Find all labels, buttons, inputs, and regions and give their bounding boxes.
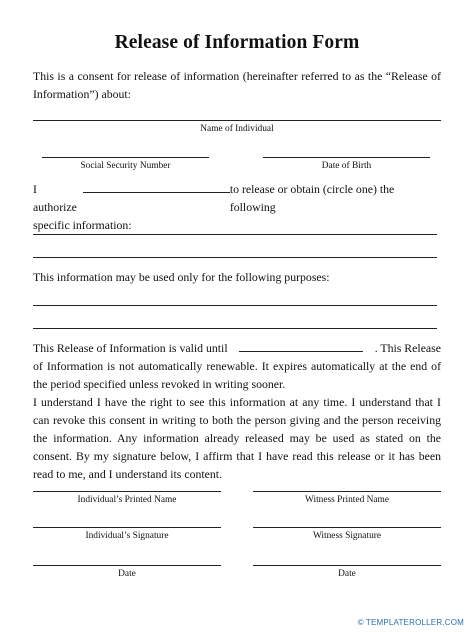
specific-info-line-2[interactable]: [33, 257, 437, 258]
intro-paragraph: This is a consent for release of information (hereinafter referred to as the “Release of Information”) about:: [33, 69, 441, 101]
ssn-caption: Social Security Number: [80, 161, 171, 171]
dob-field-line[interactable]: [263, 157, 430, 158]
witness-printed-name-caption: Witness Printed Name: [305, 495, 389, 505]
witness-date-caption: Date: [338, 569, 356, 579]
authorize-line-2: specific information:: [33, 218, 132, 232]
footer-watermark: [358, 618, 464, 627]
individual-printed-name-line[interactable]: [33, 491, 221, 492]
witness-signature-line[interactable]: [253, 527, 441, 528]
purposes-line-1[interactable]: [33, 305, 437, 306]
individual-printed-name-caption: Individual’s Printed Name: [77, 495, 177, 505]
page-title: Release of Information Form: [114, 32, 360, 53]
validity-label-end: . This Release: [374, 341, 441, 355]
authorize-paragraph: [33, 180, 441, 234]
valid-until-blank[interactable]: [239, 341, 363, 352]
dob-caption: Date of Birth: [321, 161, 372, 171]
acknowledgement-paragraph: I understand I have the right to see this information at any time. I understand that I can revoke this consent in writing to both the person giving and the person receiving the information. Any information already released may be used as stated on the consent. By my signature below, I affirm that I have read this release or it has been read to me, and I understand its content.: [33, 395, 441, 481]
name-field-line[interactable]: [33, 120, 441, 121]
name-caption: Name of Individual: [200, 124, 274, 134]
footer-text: TEMPLATEROLLER.COM: [365, 618, 464, 627]
specific-info-line-1[interactable]: [33, 234, 437, 235]
individual-date-line[interactable]: [33, 565, 221, 566]
witness-printed-name-line[interactable]: [253, 491, 441, 492]
authorize-rest-label: to release or obtain (circle one) the following: [229, 182, 395, 214]
witness-date-line[interactable]: [253, 565, 441, 566]
purposes-line-2[interactable]: [33, 328, 437, 329]
individual-date-caption: Date: [118, 569, 136, 579]
purposes-text: This information may be used only for the following purposes:: [33, 270, 330, 284]
individual-signature-caption: Individual’s Signature: [85, 531, 169, 541]
witness-signature-caption: Witness Signature: [312, 531, 382, 541]
individual-signature-line[interactable]: [33, 527, 221, 528]
ssn-field-line[interactable]: [42, 157, 209, 158]
authorized-party-blank[interactable]: [83, 182, 230, 193]
validity-rest: of Information is not automatically renewable. It expires automatically at the end of the period specified unless revoked in writing sooner.: [33, 359, 441, 391]
copyright-icon: ©: [357, 618, 364, 627]
validity-label: This Release of Information is valid until: [33, 341, 228, 355]
authorize-label: I authorize: [33, 182, 77, 214]
validity-paragraph: [33, 339, 441, 393]
